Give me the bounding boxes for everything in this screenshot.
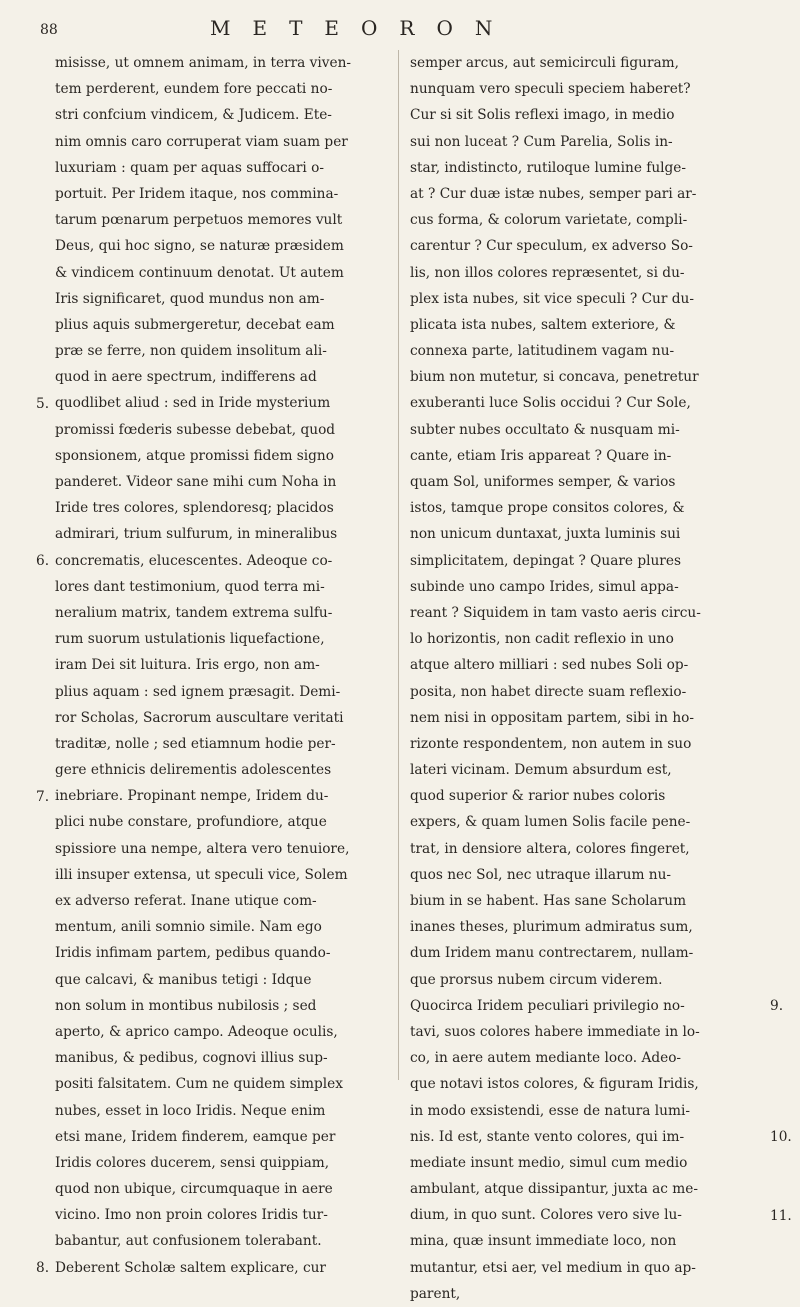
text-line: nem nisi in oppositam partem, sibi in ho- [410,709,694,726]
text-line: nunquam vero speculi speciem haberet? [410,81,691,98]
text-line: lateri vicinam. Demum absurdum est, [410,762,672,779]
text-line: reant ? Siquidem in tam vasto aeris circu- [410,604,701,621]
text-line: sponsionem, atque promissi fidem signo [55,447,334,464]
text-line: lo horizontis, non cadit reflexio in uno [410,631,674,648]
text-line: atque altero milliari : sed nubes Soli op- [410,657,689,674]
running-title: METEORON [210,16,515,40]
text-line: carentur ? Cur speculum, ex adverso So- [410,238,693,255]
text-line: exuberanti luce Solis occidui ? Cur Sole, [410,395,691,412]
text-line: Iridis colores ducerem, sensi quippiam, [55,1154,330,1171]
text-line: co, in aere autem mediante loco. Adeo- [410,1050,682,1067]
text-line: traditæ, nolle ; sed etiamnum hodie per- [55,735,336,752]
text-line: mentum, anili somnio simile. Nam ego [55,919,322,936]
text-line: positi falsitatem. Cum ne quidem simplex [55,1076,343,1093]
text-line: in modo exsistendi, esse de natura lumi- [410,1102,690,1119]
text-line: lis, non illos colores repræsentet, si du- [410,264,685,281]
text-line: aperto, & aprico campo. Adeoque oculis, [55,1023,338,1040]
text-line: nubes, esset in loco Iridis. Neque enim [55,1102,326,1119]
text-line: quodlibet aliud : sed in Iride mysterium [55,395,331,412]
text-line: que prorsus nubem circum viderem. [410,971,663,988]
text-line: luxuriam : quam per aquas suffocari o- [55,159,324,176]
text-line: quod non ubique, circumquaque in aere [55,1181,333,1198]
text-line: rizonte respondentem, non autem in suo [410,735,692,752]
text-line: posita, non habet directe suam reflexio- [410,683,687,700]
text-line: ror Scholas, Sacrorum auscultare veritati [55,709,344,726]
text-line: Iride tres colores, splendoresq; placidos [55,500,334,517]
text-line: manibus, & pedibus, cognovi illius sup- [55,1050,328,1067]
text-line: istos, tamque prope consitos colores, & [410,500,685,517]
text-line: misisse, ut omnem animam, in terra viven- [55,55,352,71]
margin-number: 9. [770,998,784,1015]
text-line: babantur, aut confusionem tolerabant. [55,1233,322,1250]
text-line: star, indistincto, rutiloque lumine fulge- [410,159,687,176]
text-line: stri confcium vindicem, & Judicem. Ete- [55,107,332,124]
text-line: cus forma, & colorum varietate, compli- [410,212,688,229]
text-line: mutantur, etsi aer, vel medium in quo ap- [410,1259,696,1276]
text-line: dum Iridem manu contrectarem, nullam- [410,945,694,962]
text-line: Iris significaret, quod mundus non am- [55,290,325,307]
text-line: semper arcus, aut semicirculi figuram, [410,55,679,71]
text-line: plex ista nubes, sit vice speculi ? Cur du- [410,290,694,307]
text-line: & vindicem continuum denotat. Ut autem [55,264,344,281]
text-line: inanes theses, plurimum admiratus sum, [410,919,693,936]
text-line: Deberent Scholæ saltem explicare, cur [55,1259,326,1276]
text-line: ambulant, atque dissipantur, juxta ac me- [410,1181,698,1198]
text-line: Quocirca Iridem peculiari privilegio no- [410,997,685,1014]
text-line: quod superior & rarior nubes coloris [410,788,666,805]
left-column [55,50,393,1281]
column-divider [398,50,399,1080]
text-line: trat, in densiore altera, colores fingeret, [410,840,690,857]
margin-number: 7. [36,788,50,805]
text-line: neralium matrix, tandem extrema sulfu- [55,604,333,621]
text-line: tem perderent, eundem fore peccati no- [55,81,333,98]
right-column [410,50,746,1307]
text-line: tarum pœnarum perpetuos memores vult [55,212,343,229]
text-line: concrematis, elucescentes. Adeoque co- [55,552,333,569]
text-line: illi insuper extensa, ut speculi vice, Solem [55,866,348,883]
text-line: subter nubes occultato & nusquam mi- [410,421,680,438]
text-line: Cur si sit Solis reflexi imago, in medio [410,107,675,124]
text-line: parent, [410,1285,461,1302]
text-line: non solum in montibus nubilosis ; sed [55,997,317,1014]
text-line: plius aquis submergeretur, decebat eam [55,316,335,333]
text-line: que notavi istos colores, & figuram Iridis, [410,1076,699,1093]
text-line: iram Dei sit luitura. Iris ergo, non am- [55,657,320,674]
page-number: 88 [40,22,58,38]
text-line: subinde uno campo Irides, simul appa- [410,578,679,595]
text-line: expers, & quam lumen Solis facile pene- [410,814,691,831]
text-line: que calcavi, & manibus tetigi : Idque [55,971,312,988]
text-line: quam Sol, uniformes semper, & varios [410,474,676,490]
text-line: vicino. Imo non proin colores Iridis tur- [55,1207,328,1224]
text-line: lores dant testimonium, quod terra mi- [55,578,325,595]
text-line: non unicum duntaxat, juxta luminis sui [410,526,681,543]
margin-number: 8. [36,1260,50,1277]
margin-number: 10. [770,1129,792,1146]
text-line: plicata ista nubes, saltem exteriore, & [410,316,676,333]
text-line: promissi fœderis subesse debebat, quod [55,421,336,438]
text-line: simplicitatem, depingat ? Quare plures [410,552,681,569]
text-line: sui non luceat ? Cum Parelia, Solis in- [410,133,673,150]
text-line: ex adverso referat. Inane utique com- [55,893,317,909]
text-line: connexa parte, latitudinem vagam nu- [410,343,675,360]
text-line: inebriare. Propinant nempe, Iridem du- [55,788,329,805]
text-line: portuit. Per Iridem itaque, nos commina- [55,185,339,202]
text-line: Iridis infimam partem, pedibus quando- [55,945,331,962]
text-line: admirari, trium sulfurum, in mineralibus [55,526,338,543]
text-line: panderet. Videor sane mihi cum Noha in [55,474,337,490]
text-line: nim omnis caro corruperat viam suam per [55,133,348,150]
text-line: cante, etiam Iris appareat ? Quare in- [410,447,672,464]
text-line: quos nec Sol, nec utraque illarum nu- [410,866,672,883]
text-line: rum suorum ustulationis liquefactione, [55,631,325,648]
text-line: at ? Cur duæ istæ nubes, semper pari ar- [410,185,697,202]
text-line: gere ethnicis delirementis adolescentes [55,762,332,779]
text-line: quod in aere spectrum, indifferens ad [55,369,317,386]
margin-number: 6. [36,552,50,569]
margin-number: 11. [770,1207,792,1224]
text-line: plici nube constare, profundiore, atque [55,814,327,831]
text-line: bium in se habent. Has sane Scholarum [410,893,687,909]
text-line: mediate insunt medio, simul cum medio [410,1154,688,1171]
text-line: bium non mutetur, si concava, penetretur [410,369,699,386]
text-line: tavi, suos colores habere immediate in lo- [410,1023,700,1040]
text-line: spissiore una nempe, altera vero tenuiore, [55,840,350,857]
text-line: plius aquam : sed ignem præsagit. Demi- [55,683,341,700]
text-line: dium, in quo sunt. Colores vero sive lu- [410,1207,682,1224]
text-line: nis. Id est, stante vento colores, qui im- [410,1128,685,1145]
text-line: præ se ferre, non quidem insolitum ali- [55,343,327,360]
text-line: etsi mane, Iridem finderem, eamque per [55,1128,336,1145]
text-line: Deus, qui hoc signo, se naturæ præsidem [55,238,344,255]
text-line: mina, quæ insunt immediate loco, non [410,1233,677,1250]
margin-number: 5. [36,395,50,412]
